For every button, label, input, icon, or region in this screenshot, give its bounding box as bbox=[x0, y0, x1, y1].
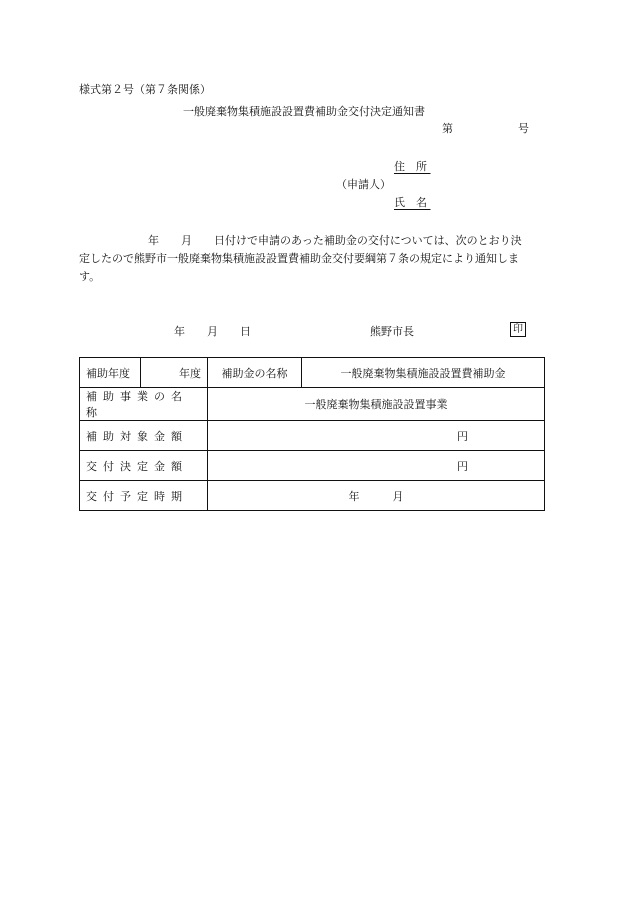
body-line-1: 年 月 日付けで申請のあった補助金の交付については、次のとおり決 bbox=[148, 234, 522, 247]
body-line-3: す。 bbox=[79, 270, 101, 283]
schedule-label: 交付予定時期 bbox=[80, 481, 208, 511]
fiscal-year-value: 年度 bbox=[141, 358, 208, 388]
address-line bbox=[394, 158, 515, 174]
number-suffix: 号 bbox=[518, 122, 529, 135]
fiscal-year-label: 補助年度 bbox=[80, 358, 141, 388]
table-row bbox=[80, 481, 545, 511]
seal-mark bbox=[510, 322, 526, 337]
body-line-2: 定したので熊野市一般廃棄物集積施設設置費補助金交付要綱第７条の規定により通知しま bbox=[79, 252, 519, 265]
form-number: 様式第２号（第７条関係） bbox=[79, 83, 211, 96]
seal-icon: 印 bbox=[510, 322, 526, 337]
subsidy-table bbox=[79, 357, 545, 511]
applicant-label: （申請人） bbox=[336, 178, 391, 191]
signature-date: 年 月 日 bbox=[174, 325, 251, 338]
table-row bbox=[80, 421, 545, 451]
document-title: 一般廃棄物集積施設設置費補助金交付決定通知書 bbox=[183, 105, 425, 118]
table-row bbox=[80, 358, 545, 388]
decision-amount-label: 交付決定金額 bbox=[80, 451, 208, 481]
name-line bbox=[394, 194, 515, 210]
target-amount-label: 補助対象金額 bbox=[80, 421, 208, 451]
document-number bbox=[442, 120, 529, 136]
name-label: 氏 名 bbox=[394, 196, 427, 209]
decision-amount-unit: 円 bbox=[208, 451, 545, 481]
issuer-name: 熊野市長 bbox=[370, 325, 414, 338]
target-amount-unit: 円 bbox=[208, 421, 545, 451]
table-row bbox=[80, 451, 545, 481]
subsidy-name-label: 補助金の名称 bbox=[208, 358, 302, 388]
project-name-value: 一般廃棄物集積施設設置事業 bbox=[208, 388, 545, 421]
address-label: 住 所 bbox=[394, 160, 427, 173]
schedule-value: 年 月 bbox=[208, 481, 545, 511]
number-prefix: 第 bbox=[442, 122, 453, 135]
table-row bbox=[80, 388, 545, 421]
project-name-label: 補助事業の名称 bbox=[80, 388, 208, 421]
subsidy-name-value: 一般廃棄物集積施設設置費補助金 bbox=[302, 358, 545, 388]
